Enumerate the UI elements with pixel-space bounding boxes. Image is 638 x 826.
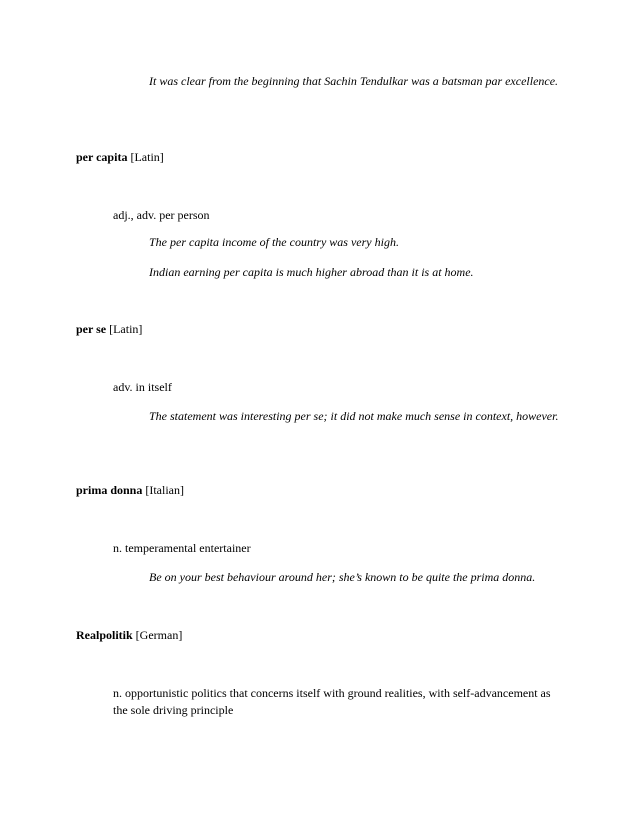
example-sentence: Be on your best behaviour around her; she’s known to be quite the prima donna. [149,570,536,584]
definition: n. temperamental entertainer [113,541,251,555]
entry-term-prima-donna [76,482,576,499]
language-tag: [German] [135,628,183,642]
headword: Realpolitik [76,628,133,642]
definition: adj., adv. per person [113,208,210,222]
language-tag: [Latin] [130,150,164,164]
language-tag: [Italian] [145,483,185,497]
example-sentence: The statement was interesting per se; it did not make much sense in context, however. [149,409,559,423]
entry-term-per-se [76,321,576,338]
example-sentence: Indian earning per capita is much higher abroad than it is at home. [149,265,474,279]
language-tag: [Latin] [109,322,143,336]
definition: n. opportunistic politics that concerns itself with ground realities, with self-advancement as the sole driving principle [113,686,551,717]
entry-term-realpolitik [76,627,576,644]
example-sentence: It was clear from the beginning that Sachin Tendulkar was a batsman par excellence. [149,74,559,88]
headword: prima donna [76,483,143,497]
definition: adv. in itself [113,380,172,394]
headword: per se [76,322,107,336]
headword: per capita [76,150,128,164]
entry-term-per-capita [76,149,576,166]
example-sentence: The per capita income of the country was very high. [149,235,399,249]
